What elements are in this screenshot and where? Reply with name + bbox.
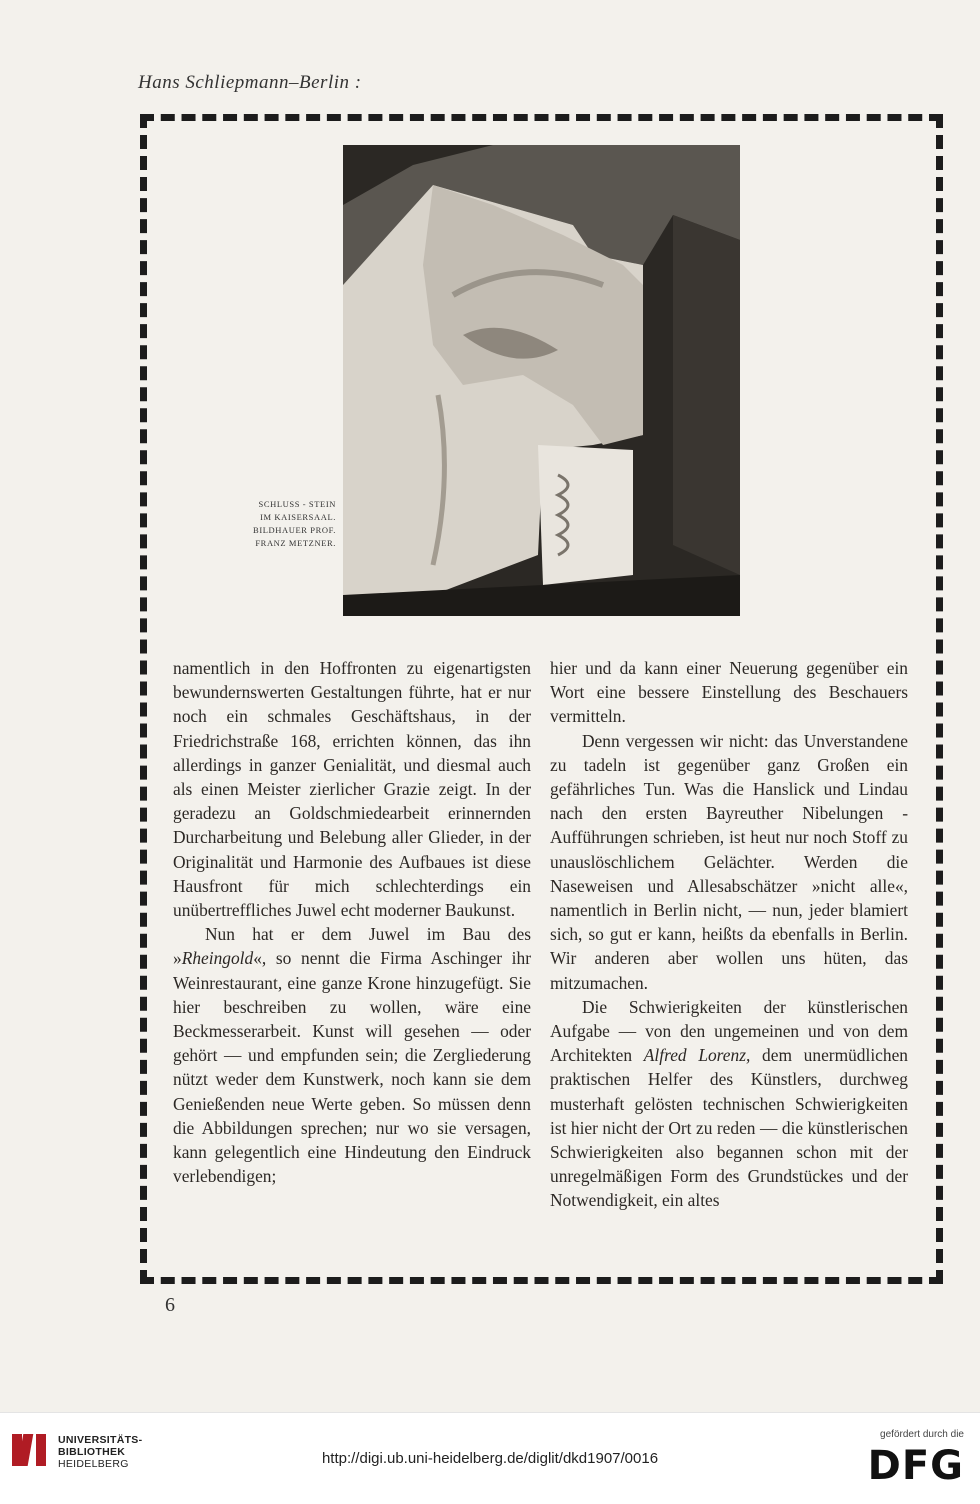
digitization-footer (0, 1412, 980, 1504)
page-number: 6 (165, 1294, 175, 1316)
caption-line: SCHLUSS - STEIN (258, 499, 336, 509)
paragraph: Denn vergessen wir nicht: das Unverstandene zu tadeln ist gegenüber ganz Großen ein gefährliches Tun. Was die Hanslick und Lindau nach den ersten Bayreuther Nibelungen - Aufführungen schrieben, ist heut nur noch Stoff zu unauslöschlichem Gelächter. Werden die Naseweisen und Allesabschätzer »nicht alle«, namentlich in Berlin nicht, — nun, jeder blamiert sich, so gut er kann, heißts da ebenfalls in Berlin. Wir anderen aber wollen uns hüten, das mitzumachen. (550, 730, 908, 993)
caption-line: IM KAISERSAAL. (260, 512, 336, 522)
photo-caption (200, 498, 336, 550)
dfg-logo: DFG (867, 1443, 964, 1489)
text-run: Nun hat er dem Juwel im Bau des » (173, 924, 531, 969)
library-name-line: BIBLIOTHEK (58, 1446, 126, 1458)
text-run: dem unermüdlichen praktischen Helfer des Künstlers, durchweg musterhaft gelösten technischen Schwierigkeiten ist hier nicht der Ort zu reden — die künstlerischen Schwierigkeiten also begannen schon mit der unregelmäßigen Form des Grundstückes und der Notwendigkeit, ein altes (550, 1045, 908, 1211)
text-run: Die Schwierigkeiten der künstlerischen Aufgabe — von den ungemeinen und von dem Architekten (550, 996, 908, 1066)
caption-line: BILDHAUER PROF. (253, 525, 336, 535)
paragraph (550, 995, 908, 1213)
right-text-column (550, 656, 908, 1213)
library-name-line: HEIDELBERG (58, 1458, 129, 1470)
running-header: Hans Schliepmann–Berlin : (138, 72, 362, 93)
paragraph: namentlich in den Hoffronten zu eigenartigsten bewundernswerten Gestaltungen führte, hat er nur noch ein schmales Geschäftshaus, in der Friedrichstraße 168, errichten können, das ihn allerdings in ganzer Genialität, und diesmal auch als einen Meister zierlicher Grazie zeigt. In der geradezu an Goldschmiedearbeit erinnernden Durcharbeitung und Belebung aller Glieder, in der Originalität und Harmonie des Aufbaues ist diese Hausfront für mich schlechterdings ein unübertreffliches Juwel echt moderner Baukunst. (173, 658, 531, 921)
funded-by-label: gefördert durch die (880, 1429, 964, 1440)
italic-name: Alfred Lorenz, (643, 1045, 751, 1066)
paragraph (173, 922, 531, 1188)
italic-title: Rheingold (181, 948, 254, 969)
text-run: «, so nennt die Firma Aschinger ihr Weinrestaurant, eine ganze Krone hinzugefügt. Sie hier beschreiben zu wollen, wäre eine Beckmesserarbeit. Kunst will gesehen — oder gehört — und empfunden sein; die Zergliederung nützt weder dem Kunstwerk, noch kann sie dem Genießenden neue Werte geben. So müssen denn die Abbildungen sprechen; nur wo sie versagen, kann gelegentlich eine Hindeutung den Eindruck verlebendigen; (173, 948, 531, 1187)
left-text-column (173, 656, 531, 1188)
library-name-line: UNIVERSITÄTS- (58, 1434, 143, 1446)
keystone-photograph (343, 145, 740, 616)
paragraph: hier und da kann einer Neuerung gegenüber ein Wort eine bessere Einstellung des Beschauers vermitteln. (550, 658, 908, 727)
caption-line: FRANZ METZNER. (255, 538, 336, 548)
permalink[interactable]: http://digi.ub.uni-heidelberg.de/diglit/dkd1907/0016 (321, 1450, 659, 1467)
